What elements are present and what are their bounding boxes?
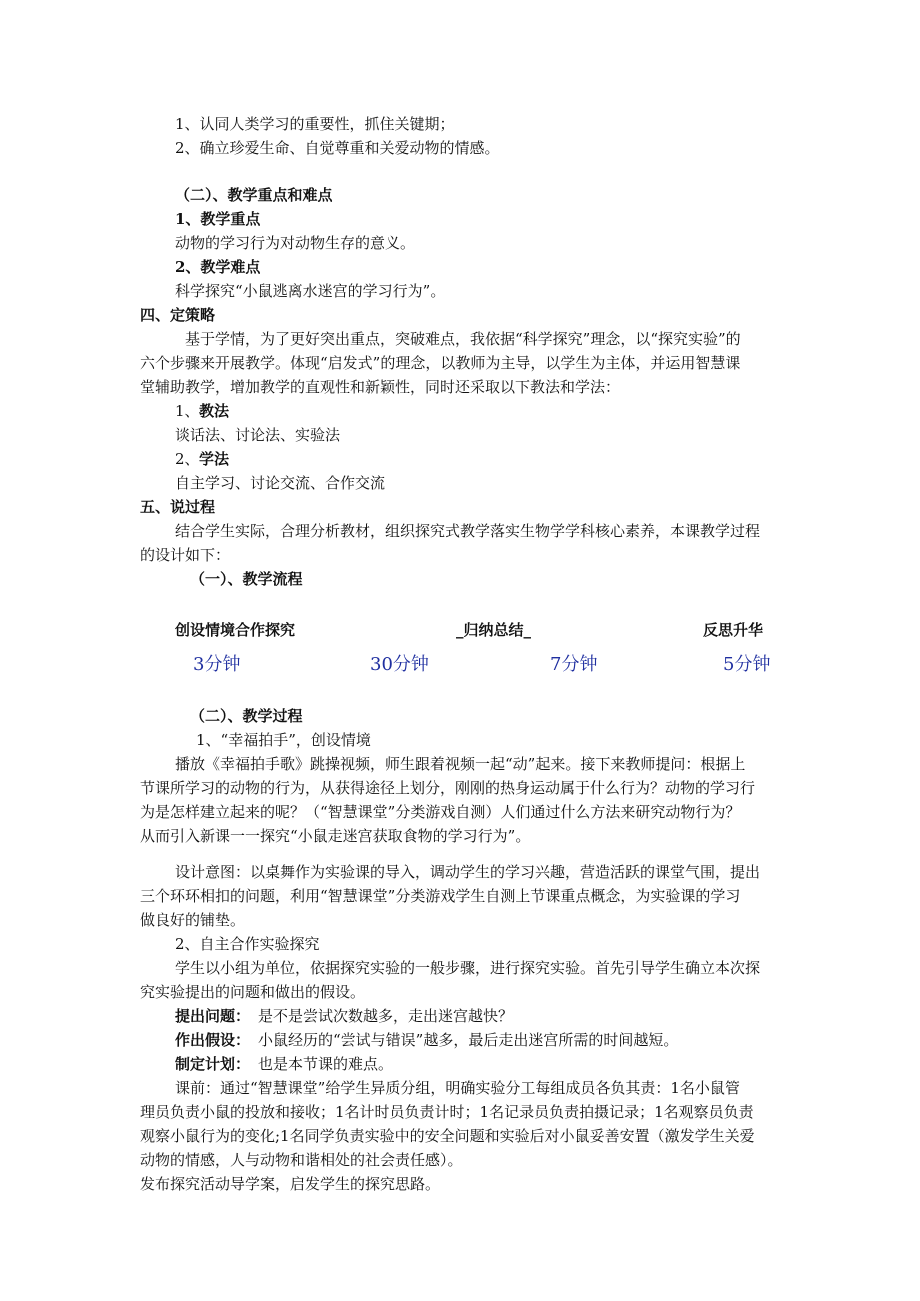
preclass-line-2: 理员负责小鼠的投放和接收；1名计时员负责计时；1名记录员负责拍摄记录；1名观察员负责	[140, 1103, 754, 1121]
teaching-method-text: 谈话法、讨论法、实验法	[175, 426, 341, 444]
goal-line-2: 2、确立珍爱生命、自觉尊重和关爱动物的情感。	[175, 139, 500, 157]
process-intro-line-1: 结合学生实际，合理分析教材，组织探究式教学落实生物学学科核心素养，本课教学过程	[175, 522, 761, 540]
subheading-difficulty: 2、教学难点	[175, 258, 261, 276]
flow-step-3: 反思升华	[703, 621, 764, 639]
process-intro-line-2: 的设计如下：	[140, 546, 231, 564]
step-1-title: 1、“幸福拍手”，创设情境	[196, 731, 371, 749]
teaching-method-heading: 教法	[199, 402, 230, 420]
hypothesis-label: 作出假设：	[175, 1031, 251, 1049]
design-intent-line-2: 三个环环相扣的问题，利用“智慧课堂”分类游戏学生自测上节课重点概念，为实验课的学习	[140, 887, 741, 905]
learning-method-number: 2、	[175, 450, 200, 468]
subheading-teaching-flow: （一）、教学流程	[190, 570, 303, 588]
hypothesis-text: 小鼠经历的“尝试与错误”越多，最后走出迷宫所需的时间越短。	[258, 1031, 679, 1049]
guide-release-line: 发布探究活动导学案，启发学生的探究思路。	[140, 1175, 441, 1193]
flow-time-4: 5分钟	[723, 654, 771, 675]
flow-time-2: 30分钟	[370, 654, 429, 675]
teaching-method-number: 1、	[175, 402, 200, 420]
question-label: 提出问题：	[175, 1007, 251, 1025]
section-heading-strategy: 四、定策略	[140, 306, 216, 324]
step-2-para-line-1: 学生以小组为单位，依据探究实验的一般步骤，进行探究实验。首先引导学生确立本次探	[175, 959, 761, 977]
plan-text: 也是本节课的难点。	[258, 1055, 394, 1073]
step-2-title: 2、自主合作实验探究	[175, 935, 320, 953]
strategy-para-line-3: 堂辅助教学，增加教学的直观性和新颖性，同时还采取以下教法和学法：	[140, 378, 621, 396]
preclass-line-1: 课前：通过“智慧课堂”给学生异质分组，明确实验分工每组成员各负其责：1名小鼠管	[175, 1079, 740, 1097]
plan-label: 制定计划：	[175, 1055, 251, 1073]
learning-method-heading: 学法	[199, 450, 230, 468]
strategy-para-line-1: 基于学情，为了更好突出重点，突破难点，我依据“科学探究”理念，以“探究实验”的	[185, 330, 741, 348]
flow-time-3: 7分钟	[550, 654, 598, 675]
flow-time-1: 3分钟	[193, 654, 241, 675]
design-intent-line-3: 做良好的铺垫。	[140, 911, 246, 929]
key-point-text: 动物的学习行为对动物生存的意义。	[175, 234, 416, 252]
section-heading-key-points: （二）、教学重点和难点	[175, 186, 333, 204]
step-1-para-line-4: 从而引入新课一一探究“小鼠走迷宫获取食物的学习行为”。	[140, 827, 531, 845]
goal-line-1: 1、认同人类学习的重要性，抓住关键期；	[175, 115, 455, 133]
flow-step-2: _归纳总结_	[456, 621, 532, 639]
subheading-teaching-process: （二）、教学过程	[190, 707, 303, 725]
difficulty-text: 科学探究“小鼠逃离水迷宫的学习行为”。	[175, 282, 446, 300]
subheading-key-point: 1、教学重点	[175, 210, 261, 228]
preclass-line-4: 动物的情感，人与动物和谐相处的社会责任感）。	[140, 1151, 463, 1169]
question-text: 是不是尝试次数越多，走出迷宫越快？	[258, 1007, 514, 1025]
step-2-para-line-2: 究实验提出的问题和做出的假设。	[140, 983, 366, 1001]
design-intent-line-1: 设计意图：以桌舞作为实验课的导入，调动学生的学习兴趣，营造活跃的课堂气围，提出	[175, 863, 761, 881]
step-1-para-line-2: 节课所学习的动物的行为，从获得途径上划分，刚刚的热身运动属于什么行为？动物的学习行	[140, 779, 756, 797]
learning-method-text: 自主学习、讨论交流、合作交流	[175, 474, 386, 492]
step-1-para-line-3: 为是怎样建立起来的呢？（“智慧课堂”分类游戏自测）人们通过什么方法来研究动物行为？	[140, 803, 741, 821]
preclass-line-3: 观察小鼠行为的变化;1名同学负责实验中的安全问题和实验后对小鼠妥善安置（激发学生关爱	[140, 1127, 755, 1145]
flow-step-1: 创设情境合作探究	[175, 621, 296, 639]
step-1-para-line-1: 播放《幸福拍手歌》跳操视频，师生跟着视频一起“动”起来。接下来教师提问：根据上	[175, 755, 746, 773]
strategy-para-line-2: 六个步骤来开展教学。体现“启发式”的理念，以教师为主导，以学生为主体，并运用智慧课	[140, 354, 741, 372]
section-heading-process: 五、说过程	[140, 498, 216, 516]
